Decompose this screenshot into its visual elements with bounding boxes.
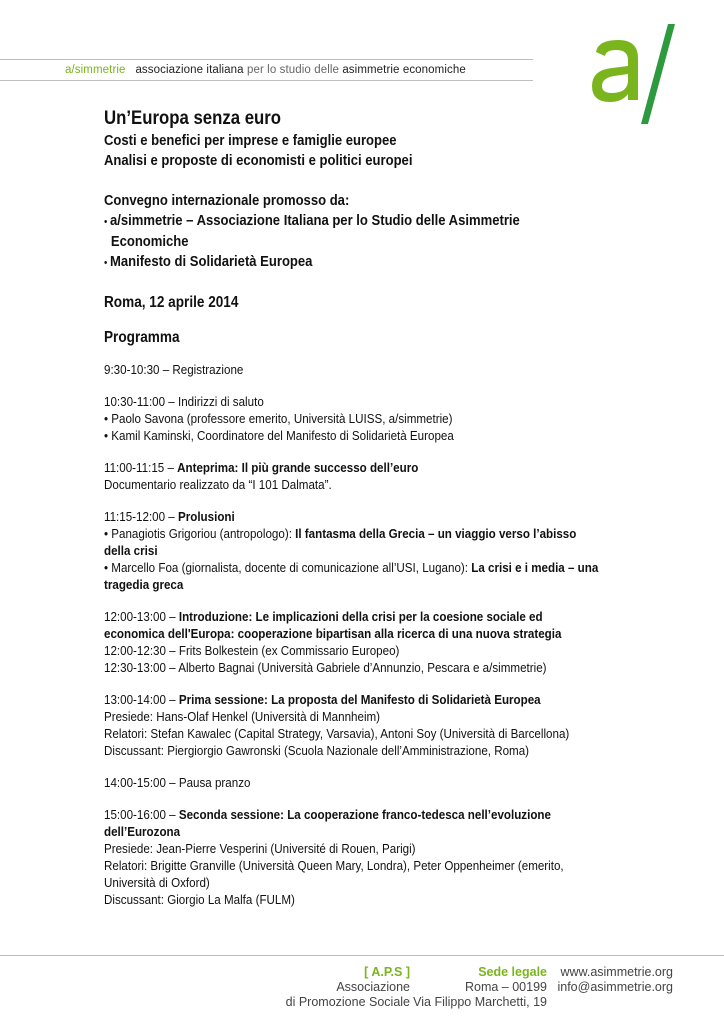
header-rule-bottom bbox=[0, 80, 533, 81]
footer-aps: [ A.P.S ] Associazione di Promozione Sociale bbox=[285, 965, 410, 1009]
block-saluto: 10:30-11:00 – Indirizzi di saluto • Paolo Savona (professore emerito, Università LUISS, a/simmetrie) • Kamil Kaminski, Coordinatore del Manifesto di Solidarietà Europea bbox=[104, 394, 454, 443]
block-seconda-sessione: 15:00-16:00 – Seconda sessione: La cooperazione franco-tedesca nell’evoluzione dell’Eurozona Presiede: Jean-Pierre Vesperini (Université di Rouen, Parigi) Relatori: Brigitte Granville (Università Queen Mary, Londra), Peter Oppenheimer (emerito, Università di Oxford) Discussant: Giorgio La Malfa (FULM) bbox=[104, 807, 564, 907]
programma-heading: Programma bbox=[104, 329, 180, 346]
pausa-pranzo: 14:00-15:00 – Pausa pranzo bbox=[104, 775, 251, 790]
promoter-1-cont: Economiche bbox=[110, 233, 189, 250]
doc-subtitle-2: Analisi e proposte di economisti e politici europei bbox=[104, 152, 413, 169]
header-rule-top bbox=[0, 59, 533, 60]
assoc-middle: per lo studio delle bbox=[246, 64, 340, 76]
brand-a: a bbox=[65, 64, 72, 76]
header-tagline bbox=[65, 64, 466, 76]
block-prima-sessione: 13:00-14:00 – Prima sessione: La proposta del Manifesto di Solidarietà Europea Presiede: Hans-Olaf Henkel (Università di Mannheim) Relatori: Stefan Kawalec (Capital Strategy, Varsavia), Antoni Soy (Università di Barcellona) Discussant: Piergiorgio Gawronski (Scuola Nazionale dell’Amministrazione, Roma) bbox=[104, 692, 570, 758]
document-body bbox=[104, 106, 644, 908]
doc-subtitle-1: Costi e benefici per imprese e famiglie europee bbox=[104, 132, 397, 149]
website-link[interactable]: www.asimmetrie.org bbox=[560, 965, 673, 979]
footer-contacts bbox=[548, 965, 673, 995]
event-date: Roma, 12 aprile 2014 bbox=[104, 294, 239, 311]
promoter-1: • a/simmetrie – Associazione Italiana per lo Studio delle Asimmetrie bbox=[104, 212, 520, 229]
block-anteprima: 11:00-11:15 – Anteprima: Il più grande successo dell’euro Documentario realizzato da “I 101 Dalmata”. bbox=[104, 460, 419, 492]
brand-name: simmetrie bbox=[74, 64, 126, 76]
footer-sede: Sede legale Roma – 00199 Via Filippo Marchetti, 19 bbox=[413, 965, 547, 1009]
assoc-prefix: associazione italiana bbox=[135, 64, 244, 76]
doc-title: Un’Europa senza euro bbox=[104, 107, 282, 129]
registrazione: 9:30-10:30 – Registrazione bbox=[104, 362, 244, 377]
brand-slash: / bbox=[71, 64, 75, 76]
promoter-2: • Manifesto di Solidarietà Europea bbox=[104, 253, 313, 270]
footer-rule bbox=[0, 955, 724, 956]
convegno-heading: Convegno internazionale promosso da: bbox=[104, 192, 350, 209]
block-introduzione: 12:00-13:00 – Introduzione: Le implicazioni della crisi per la coesione sociale ed economica dell'Europa: cooperazione bipartisan alla ricerca di una nuova strategia 12:00-12:30 – Frits Bolkestein (ex Commissario Europeo) 12:30-13:00 – Alberto Bagnai (Università Gabriele d’Annunzio, Pescara e a/simmetrie) bbox=[104, 609, 562, 675]
assoc-suffix: asimmetrie economiche bbox=[342, 64, 466, 76]
email-link[interactable]: info@asimmetrie.org bbox=[557, 980, 673, 994]
block-prolusioni: 11:15-12:00 – Prolusioni • Panagiotis Grigoriou (antropologo): Il fantasma della Grecia – un viaggio verso l’abisso della crisi • Marcello Foa (giornalista, docente di comunicazione all’USI, Lugano): La crisi e i media – una tragedia greca bbox=[104, 509, 599, 592]
